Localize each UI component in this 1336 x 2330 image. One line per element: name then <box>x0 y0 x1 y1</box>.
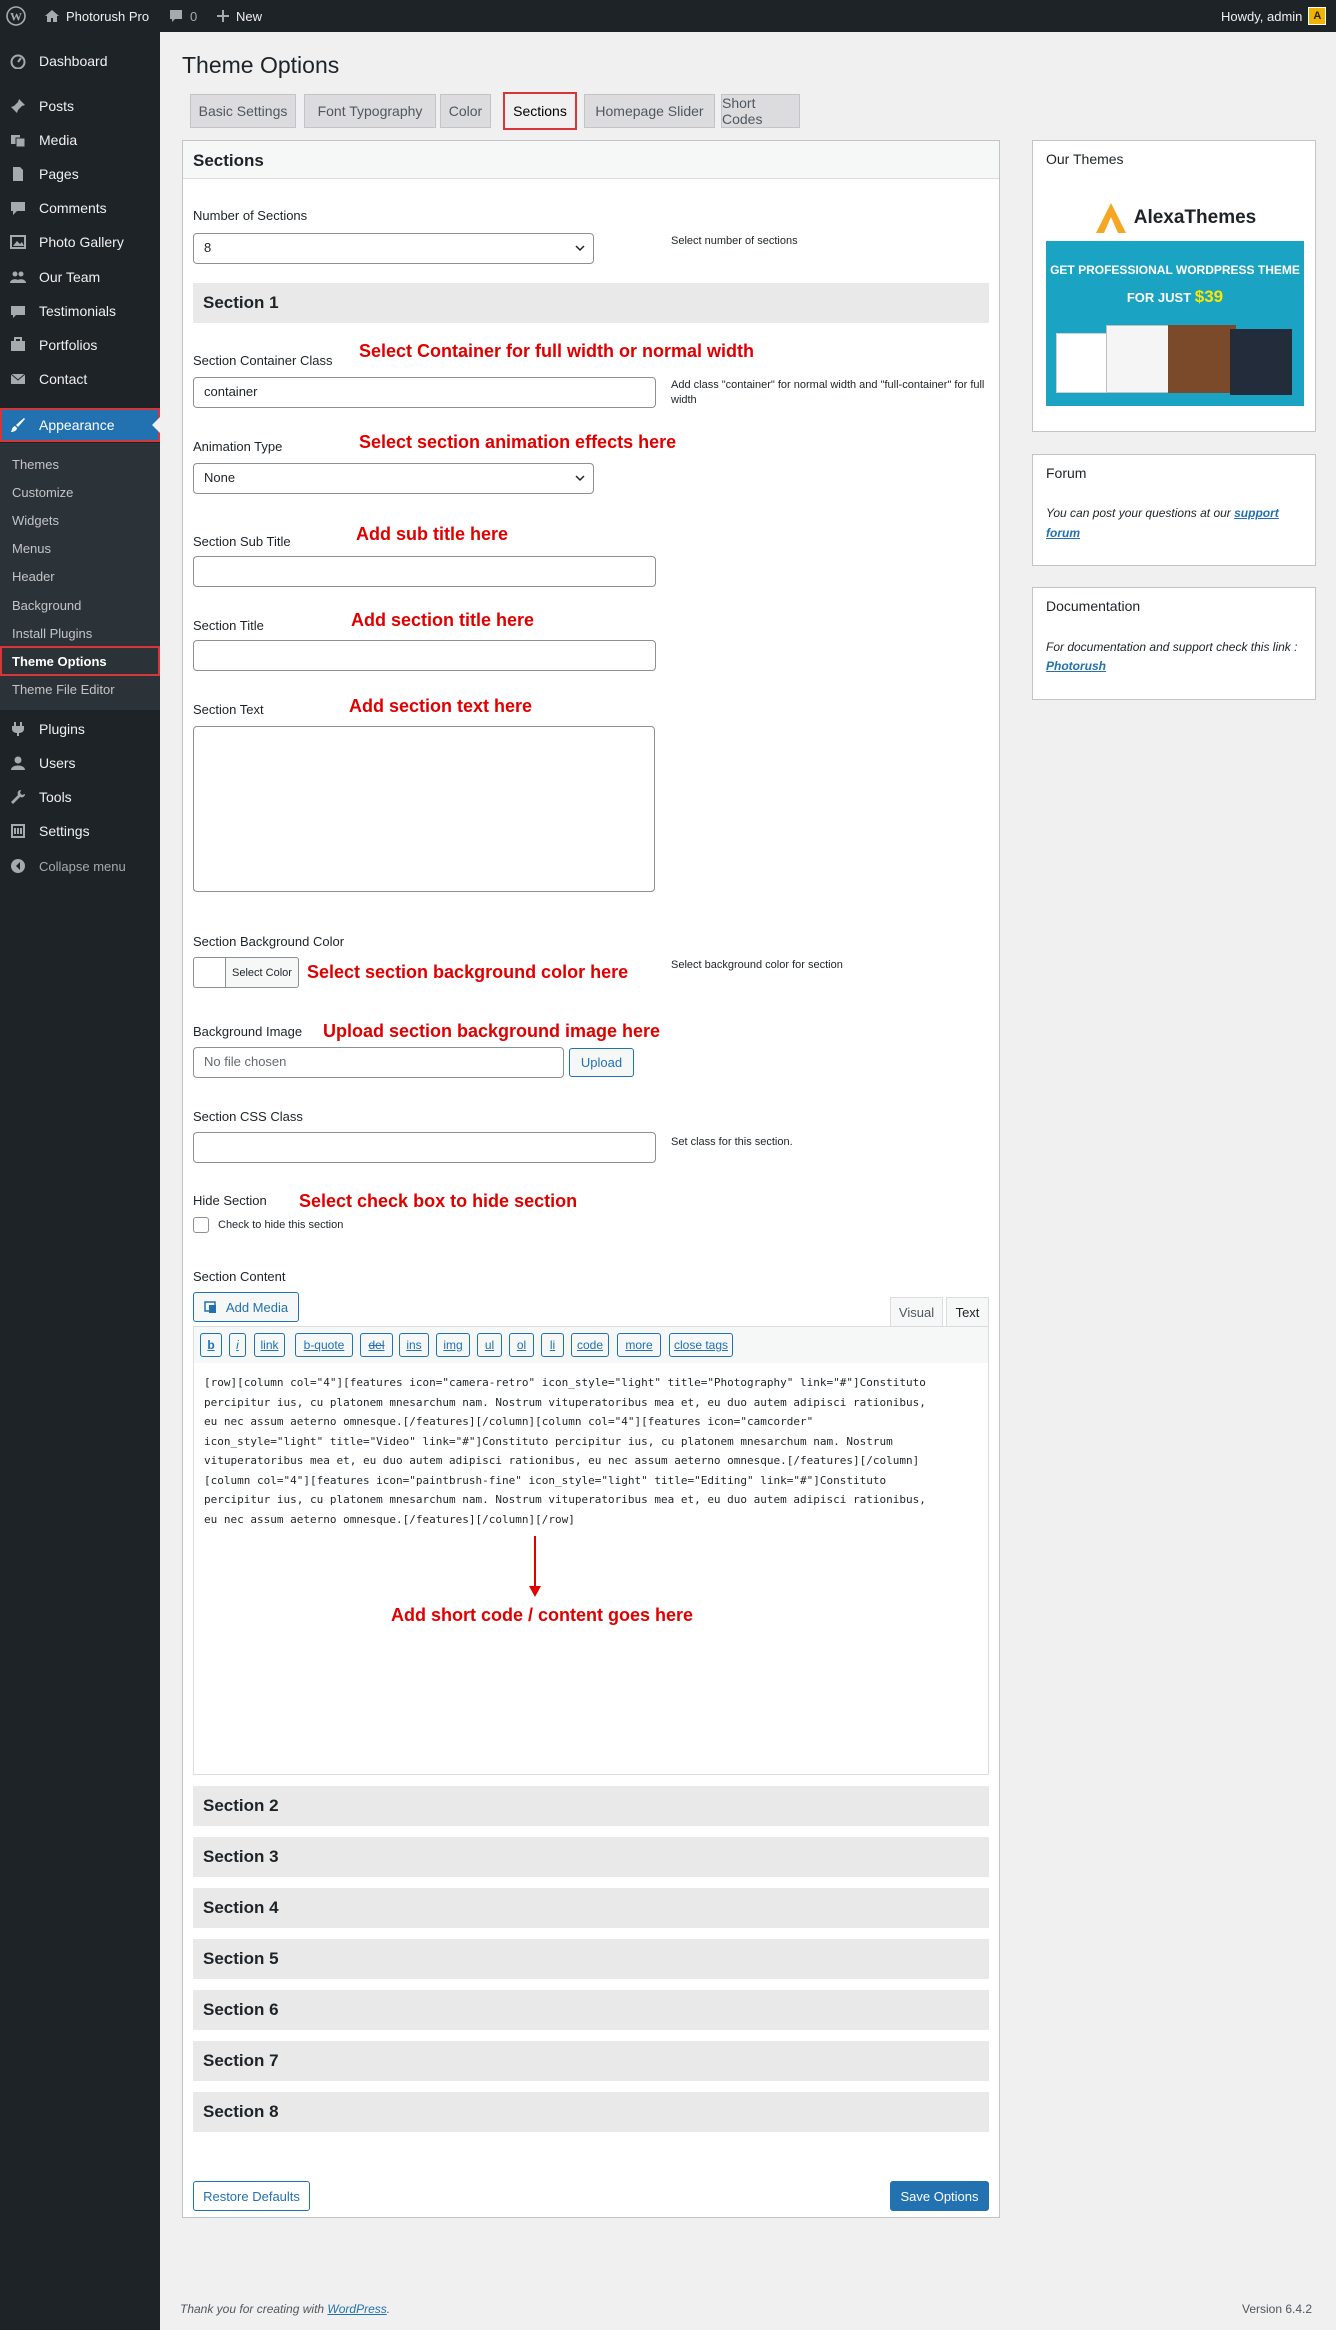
avatar: A <box>1308 7 1326 25</box>
container-class-note: Add class "container" for normal width and "full-container" for full width <box>671 379 985 406</box>
menu-item-appearance[interactable] <box>0 408 160 442</box>
annotation-animation: Select section animation effects here <box>359 432 677 452</box>
quicktag-link[interactable]: link <box>254 1333 285 1357</box>
sub-title-input[interactable] <box>193 556 656 587</box>
admin-bar <box>0 0 1336 32</box>
chevron-down-icon <box>575 243 585 253</box>
tab-short-codes[interactable]: Short Codes <box>721 94 800 128</box>
our-themes-title: Our Themes <box>1046 151 1124 167</box>
submenu-item-menus[interactable]: Menus <box>12 540 52 556</box>
annotation-bg-color: Select section background color here <box>307 962 629 982</box>
submenu-item-customize[interactable]: Customize <box>12 484 74 500</box>
restore-defaults-button[interactable]: Restore Defaults <box>193 2181 310 2211</box>
alexathemes-logo-icon <box>1094 201 1128 235</box>
tab-color[interactable]: Color <box>440 94 491 128</box>
submenu-item-background[interactable]: Background <box>12 597 82 613</box>
submenu-item-install-plugins[interactable]: Install Plugins <box>12 625 93 641</box>
footer-thanks <box>180 2302 390 2316</box>
banner-line2-text: FOR JUST <box>1126 290 1195 305</box>
annotation-content: Add short code / content goes here <box>391 1605 694 1625</box>
tab-homepage-slider[interactable]: Homepage Slider <box>584 94 715 128</box>
footer-thanks-text: Thank you for creating with <box>180 2302 328 2316</box>
select-color-label: Select Color <box>232 966 292 979</box>
collapse-icon <box>8 856 28 876</box>
page-icon <box>8 164 28 184</box>
quicktag-ins[interactable]: ins <box>399 1333 429 1357</box>
menu-item-label: Posts <box>39 98 75 114</box>
menu-item-label: Settings <box>39 823 90 839</box>
section-text-label: Section Text <box>193 702 264 717</box>
wordpress-link[interactable]: WordPress <box>327 2302 387 2316</box>
dashboard-icon <box>8 51 28 71</box>
annotation-subtitle: Add sub title here <box>356 524 509 544</box>
css-class-label: Section CSS Class <box>193 1109 303 1124</box>
submenu-item-themes[interactable]: Themes <box>12 456 59 472</box>
quicktag-i[interactable]: i <box>229 1333 246 1357</box>
pin-icon <box>8 96 28 116</box>
menu-item-label: Contact <box>39 371 88 387</box>
menu-item-pages[interactable] <box>0 157 160 191</box>
alexathemes-logo <box>1046 190 1304 245</box>
color-swatch <box>194 958 226 987</box>
comments-link[interactable] <box>168 0 197 32</box>
documentation-title: Documentation <box>1046 598 1141 614</box>
forum-text-body: You can post your questions at our <box>1046 506 1235 520</box>
site-name-link[interactable] <box>44 0 149 32</box>
animation-type-select[interactable] <box>193 463 594 494</box>
user-icon <box>8 753 28 773</box>
new-content-link[interactable] <box>216 0 262 32</box>
group-icon <box>8 267 28 287</box>
save-options-button[interactable]: Save Options <box>890 2181 989 2211</box>
menu-item-label: Portfolios <box>39 337 98 353</box>
gallery-icon <box>8 232 28 252</box>
menu-item-users[interactable] <box>0 746 160 780</box>
bg-image-label: Background Image <box>193 1024 303 1039</box>
menu-item-label: Testimonials <box>39 303 117 319</box>
forum-title: Forum <box>1046 465 1087 481</box>
annotation-title: Add section title here <box>351 610 535 630</box>
container-class-label: Section Container Class <box>193 353 333 368</box>
section-8-header[interactable]: Section 8 <box>193 2092 989 2132</box>
menu-item-label: Appearance <box>39 417 115 433</box>
num-sections-note: Select number of sections <box>671 235 798 247</box>
section-7-header[interactable]: Section 7 <box>193 2041 989 2081</box>
menu-item-label: Media <box>39 132 78 148</box>
tab-font-typography[interactable]: Font Typography <box>304 94 436 128</box>
css-class-input[interactable] <box>193 1132 656 1163</box>
add-media-label: Add Media <box>225 1299 289 1315</box>
tab-sections[interactable]: Sections <box>503 92 577 130</box>
menu-item-contact[interactable] <box>0 362 160 396</box>
menu-item-media[interactable] <box>0 123 160 157</box>
section-1-header[interactable]: Section 1 <box>193 283 989 323</box>
portfolio-icon <box>8 335 28 355</box>
menu-item-label: Users <box>39 755 76 771</box>
submenu-item-header[interactable]: Header <box>12 568 55 584</box>
new-label: New <box>236 8 263 24</box>
hide-section-label: Hide Section <box>193 1193 267 1208</box>
wp-version: Version 6.4.2 <box>1242 2302 1313 2316</box>
home-icon <box>44 8 60 24</box>
css-class-note: Set class for this section. <box>671 1136 793 1148</box>
footer-thanks-end: . <box>386 2302 391 2316</box>
documentation-widget <box>1032 587 1316 700</box>
comments-count: 0 <box>190 8 198 24</box>
section-3-header[interactable]: Section 3 <box>193 1837 989 1877</box>
quicktag-b-quote[interactable]: b-quote <box>295 1333 353 1357</box>
menu-item-collapse-menu[interactable] <box>0 849 160 883</box>
site-name: Photorush Pro <box>66 8 150 24</box>
select-color-button[interactable] <box>193 957 299 988</box>
section-text-textarea[interactable] <box>193 726 655 892</box>
annotation-hide: Select check box to hide section <box>299 1191 578 1211</box>
quicktag-del[interactable]: del <box>360 1333 393 1357</box>
section-5-header[interactable]: Section 5 <box>193 1939 989 1979</box>
svg-text:W: W <box>10 9 22 24</box>
testimonial-icon <box>8 301 28 321</box>
animation-type-value: None <box>204 470 236 485</box>
menu-item-label: Plugins <box>39 721 85 737</box>
menu-item-label: Tools <box>39 789 72 805</box>
num-sections-label: Number of Sections <box>193 208 308 223</box>
documentation-text <box>1046 638 1304 676</box>
sub-title-label: Section Sub Title <box>193 534 291 549</box>
banner-line1: GET PROFESSIONAL WORDPRESS THEME <box>1050 263 1300 277</box>
wordpress-logo-icon[interactable] <box>6 0 26 32</box>
section-title-input[interactable] <box>193 640 656 671</box>
add-media-button[interactable] <box>193 1292 299 1322</box>
container-class-input[interactable]: container <box>193 377 656 408</box>
our-themes-widget <box>1032 140 1316 432</box>
menu-item-portfolios[interactable] <box>0 328 160 362</box>
visual-tab[interactable]: Visual <box>890 1297 943 1327</box>
menu-item-our-team[interactable] <box>0 260 160 294</box>
bg-color-note: Select background color for section <box>671 959 843 971</box>
current-menu-arrow <box>152 417 160 433</box>
chevron-down-icon <box>575 473 585 483</box>
menu-item-settings[interactable] <box>0 814 160 848</box>
menu-item-label: Photo Gallery <box>39 234 124 250</box>
menu-item-label: Comments <box>39 200 107 216</box>
menu-item-label: Pages <box>39 166 79 182</box>
quicktag-ol[interactable]: ol <box>509 1333 534 1357</box>
menu-item-plugins[interactable] <box>0 712 160 746</box>
plus-icon <box>216 9 230 23</box>
num-sections-select[interactable] <box>193 233 594 264</box>
bg-image-input[interactable] <box>193 1047 564 1078</box>
section-6-header[interactable]: Section 6 <box>193 1990 989 2030</box>
section-2-header[interactable]: Section 2 <box>193 1786 989 1826</box>
banner-screenshot <box>1168 325 1236 393</box>
media-icon <box>204 1299 220 1315</box>
wrench-icon <box>8 787 28 807</box>
media-icon <box>8 130 28 150</box>
forum-text <box>1046 503 1304 543</box>
documentation-text-body: For documentation and support check this link : <box>1046 640 1298 654</box>
photorush-doc-link[interactable]: Photorush <box>1046 659 1106 673</box>
howdy-text: Howdy, admin <box>1221 8 1303 24</box>
submenu-item-theme-options[interactable]: Theme Options <box>0 646 160 676</box>
annotation-text: Add section text here <box>349 696 533 716</box>
menu-item-comments[interactable] <box>0 191 160 225</box>
banner-screenshot <box>1230 329 1292 395</box>
upload-button[interactable]: Upload <box>569 1048 634 1077</box>
quicktag-b[interactable]: b <box>200 1333 222 1357</box>
alexathemes-brand: AlexaThemes <box>1133 206 1257 228</box>
annotation-container: Select Container for full width or normal width <box>359 341 755 361</box>
page-title: Theme Options <box>182 52 340 78</box>
menu-item-posts[interactable] <box>0 89 160 123</box>
banner-price: $39 <box>1194 287 1224 306</box>
panel-title: Sections <box>183 141 999 179</box>
quicktag-more[interactable]: more <box>617 1333 661 1357</box>
section-title-label: Section Title <box>193 618 264 633</box>
menu-item-label: Collapse menu <box>39 858 126 874</box>
content-editor[interactable] <box>193 1363 989 1775</box>
quicktag-ul[interactable]: ul <box>477 1333 502 1357</box>
menu-item-dashboard[interactable] <box>0 44 160 78</box>
num-sections-value: 8 <box>204 240 212 255</box>
annotation-bg-image: Upload section background image here <box>323 1021 661 1041</box>
menu-item-label: Our Team <box>39 269 101 285</box>
support-forum-link[interactable]: support forum <box>1046 506 1279 540</box>
settings-icon <box>8 821 28 841</box>
comment-icon <box>8 198 28 218</box>
banner-screenshot <box>1106 325 1172 393</box>
text-tab[interactable]: Text <box>946 1297 989 1327</box>
submenu-item-widgets[interactable]: Widgets <box>12 512 59 528</box>
submenu-item-theme-file-editor[interactable]: Theme File Editor <box>12 681 115 697</box>
bg-image-placeholder: No file chosen <box>204 1054 287 1069</box>
my-account-link[interactable] <box>1221 0 1326 32</box>
content-text: [row][column col="4"][features icon="camera-retro" icon_style="light" title="Photography" link="#"]Constituto percipitur ius, cu platonem mnesarchum nam. Nostrum vituperatoribus mea et, eu duo autem adipisci rationibus, eu nec assum aeterno omnesque.[/features][/column][column col="4"][features icon="camcorder" icon_style="light" title="Video" link="#"]Constituto percipitur ius, cu platonem mnesarchum nam. Nostrum vituperatoribus mea et, eu duo autem adipisci rationibus, eu nec assum aeterno omnesque.[/features][/column] [column col="4"][features icon="paintbrush-fine" icon_style="light" title="Editing" link="#"]Constituto percipitur ius, cu platonem mnesarchum nam. Nostrum vituperatoribus mea et, eu duo autem adipisci rationibus, eu nec assum aeterno omnesque.[/features][/column][/row] <box>204 1376 926 1526</box>
quicktag-img[interactable]: img <box>436 1333 470 1357</box>
mail-icon <box>8 369 28 389</box>
quicktag-close-tags[interactable]: close tags <box>669 1333 733 1357</box>
section-content-label: Section Content <box>193 1269 286 1284</box>
tab-basic-settings[interactable]: Basic Settings <box>190 94 296 128</box>
menu-item-label: Dashboard <box>39 53 108 69</box>
menu-item-photo-gallery[interactable] <box>0 225 160 259</box>
comment-icon <box>168 8 184 24</box>
hide-section-checkbox-label: Check to hide this section <box>218 1219 344 1231</box>
menu-item-testimonials[interactable] <box>0 294 160 328</box>
quicktag-li[interactable]: li <box>541 1333 564 1357</box>
section-4-header[interactable]: Section 4 <box>193 1888 989 1928</box>
plugin-icon <box>8 719 28 739</box>
brush-icon <box>8 415 28 435</box>
hide-section-checkbox[interactable] <box>193 1217 209 1233</box>
banner-line2 <box>1046 287 1304 307</box>
bg-color-label: Section Background Color <box>193 934 345 949</box>
themes-banner[interactable] <box>1046 241 1304 406</box>
animation-type-label: Animation Type <box>193 439 283 454</box>
forum-widget <box>1032 454 1316 566</box>
menu-item-tools[interactable] <box>0 780 160 814</box>
arrow-down-icon <box>526 1536 544 1598</box>
quicktag-code[interactable]: code <box>571 1333 609 1357</box>
